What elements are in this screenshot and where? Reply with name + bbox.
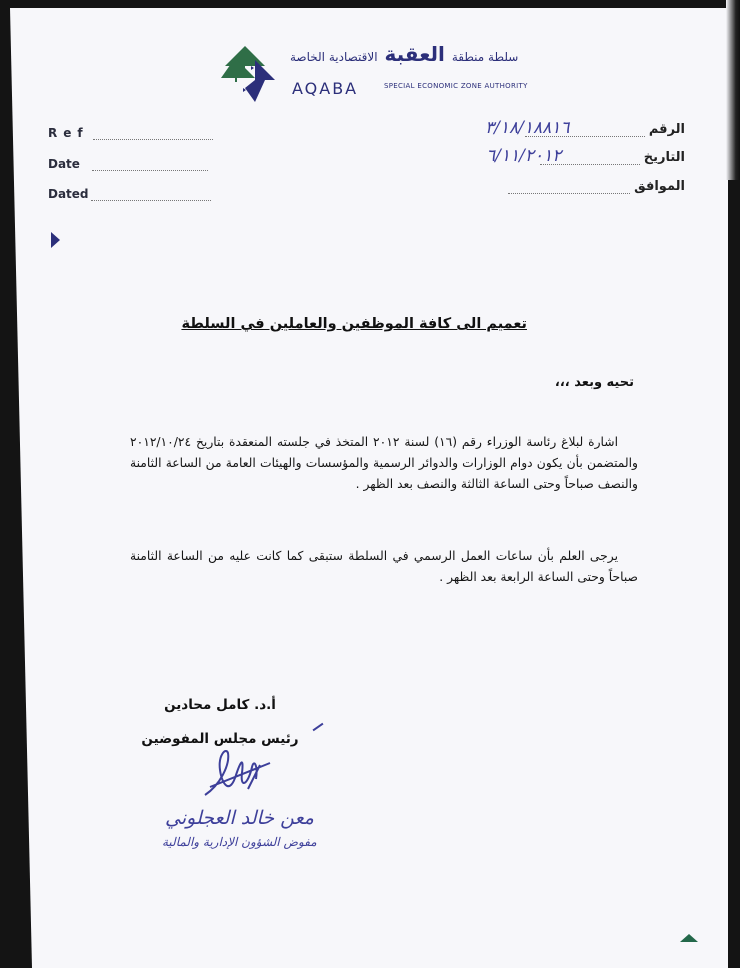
corresponding-dotted-line (508, 183, 630, 194)
handwritten-signature-icon (200, 745, 280, 805)
date-field-ar (540, 150, 685, 165)
paragraph-1-text: اشارة لبلاغ رئاسة الوزراء رقم (١٦) لسنة ٢٠١٢ المتخذ في جلسته المنعقدة بتاريخ ٢٠١٢/١٠/٢٤ والمتضمن بأن يكون دوام الوزارات والدوائر الرسمية والمؤسسات والهيئات العامة من الساعة الثامنة والنصف صباحاً وحتى الساعة الثالثة والنصف بعد الظهر . (130, 435, 638, 491)
org-name-ar-suffix: الاقتصادية الخاصة (290, 50, 378, 64)
date-label-ar: التاريخ (643, 150, 685, 165)
scan-edge-shadow (726, 0, 740, 180)
number-label-ar: الرقم (648, 122, 685, 137)
handwritten-name: معن خالد العجلوني (165, 807, 314, 829)
date-dotted-line (92, 160, 208, 171)
letter-paragraph-1 (130, 432, 638, 495)
corresponding-label-ar: الموافق (634, 179, 685, 194)
corresponding-field-ar (508, 179, 685, 194)
org-name-ar-prefix: سلطة منطقة (451, 50, 519, 64)
dated-label: Dated (48, 187, 89, 201)
letter-greeting: تحيه وبعد ،،، (554, 375, 634, 390)
date-value-handwritten: ٦/١١/٢٠١٢ (486, 146, 562, 166)
org-name-arabic (290, 42, 518, 66)
arrow-marker-icon (51, 232, 60, 248)
aqaba-logo-icon (221, 44, 281, 104)
org-subtitle: SPECIAL ECONOMIC ZONE AUTHORITY (384, 82, 528, 90)
dated-field (48, 187, 211, 201)
org-name-ar-main: العقبة (384, 42, 445, 66)
date-field (48, 157, 208, 171)
number-value-handwritten: ٣/١٨/١٨٨١٦ (485, 118, 570, 138)
date-label: Date (48, 157, 80, 171)
footer-triangle-icon (680, 934, 698, 942)
letter-paragraph-2 (130, 546, 638, 588)
signatory-name: أ.د. كامل محادين (164, 697, 276, 713)
handwritten-title: مفوض الشؤون الإدارية والمالية (162, 835, 317, 849)
ref-label: Ref (48, 126, 89, 140)
dated-dotted-line (91, 190, 211, 201)
ref-dotted-line (93, 129, 213, 140)
signatory-title: رئيس مجلس المفوضين (141, 731, 299, 747)
ref-field (48, 126, 213, 140)
letter-title: تعميم الى كافة الموظفين والعاملين في السلطة (181, 316, 527, 332)
org-name-english: AQABA (292, 79, 359, 98)
paragraph-2-text: يرجى العلم بأن ساعات العمل الرسمي في السلطة ستبقى كما كانت عليه من الساعة الثامنة صباحاً وحتى الساعة الرابعة بعد الظهر . (130, 549, 638, 584)
